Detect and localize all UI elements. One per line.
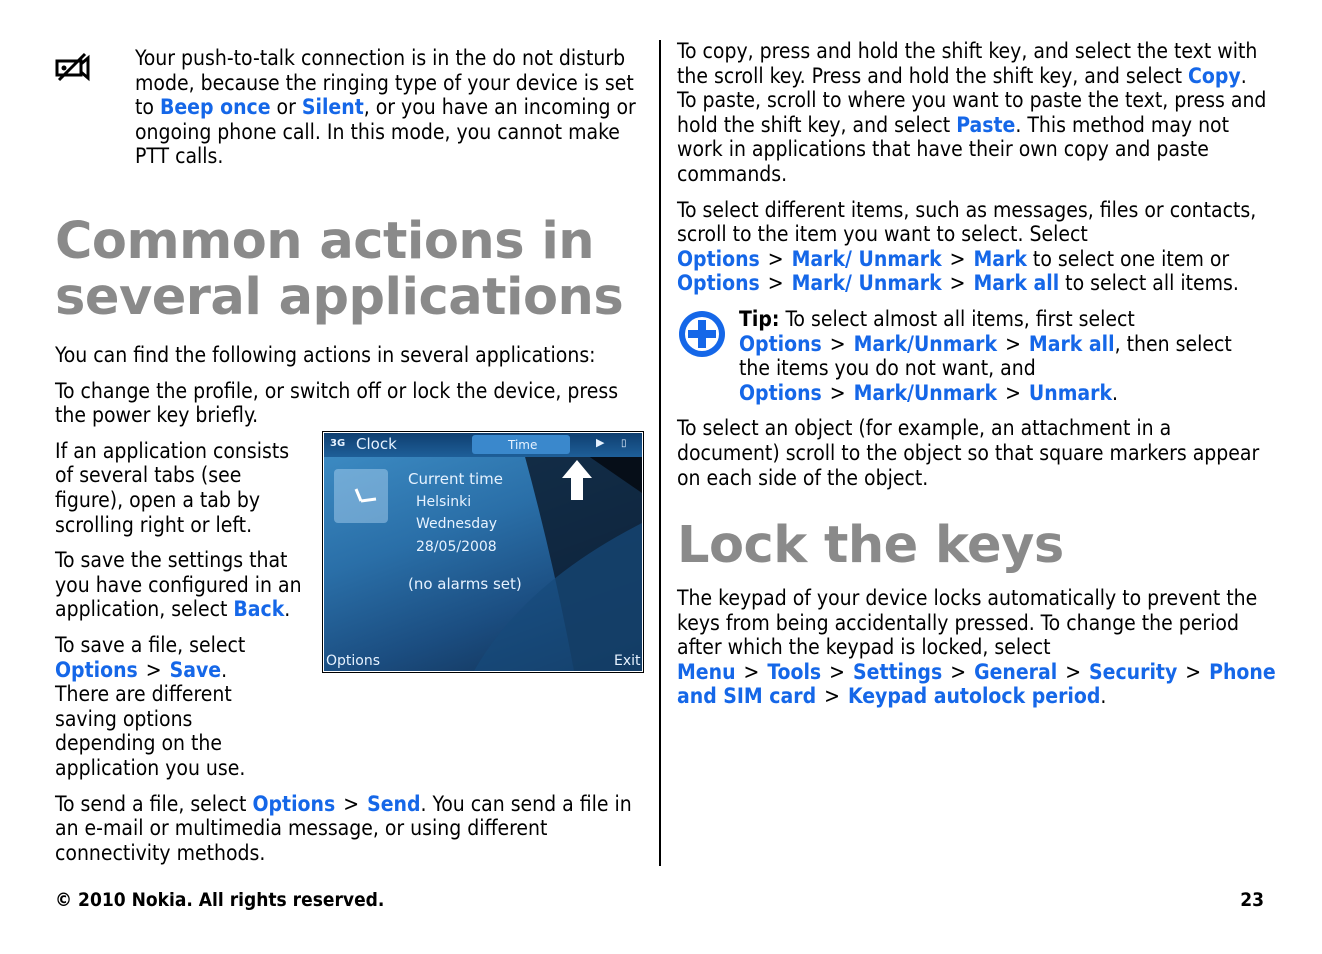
save-link[interactable]: Save [169,657,222,682]
app-title: Clock [356,435,397,453]
general-link[interactable]: General [974,659,1058,684]
date-label: 28/05/2008 [416,539,497,555]
profile-paragraph: To change the profile, or switch off or lock the device, press the power key briefly. [55,378,619,428]
options-link[interactable]: Options [252,791,336,816]
save-paragraph: To save a file, select Options > Save. There are different saving options depending on the application you use. [55,632,246,780]
tip-box [677,307,1267,405]
clock-icon [334,469,388,523]
column-divider [659,40,661,866]
tabs-paragraph: If an application consists of several tabs (see figure), open a tab by scrolling right or left. [55,438,290,537]
unmark-link[interactable]: Unmark [1028,380,1113,405]
tab-arrow-icon: ▶ [596,436,605,449]
options-link[interactable]: Options [739,380,822,405]
mark-unmark-link[interactable]: Mark/Unmark [853,380,998,405]
mark-unmark-link[interactable]: Mark/ Unmark [791,246,942,271]
select-items-paragraph: To select different items, such as messages, files or contacts, scroll to the item you want to select. Select Options > Mark/ Unmark > Mark to select one item or Options > Mark/ Unmark > Mark all to select all items. [677,197,1257,296]
footer-copyright: © 2010 Nokia. All rights reserved. [55,889,385,911]
right-column [677,39,1276,720]
lock-keys-paragraph: The keypad of your device locks automatically to prevent the keys from being accidentally pressed. To change the period after which the keypad is locked, select Menu > Tools > Settings > General > Security > Phone and SIM card > Keypad autolock period. [677,586,1276,709]
section-heading-common-actions: Common actions in several applications [55,212,624,327]
exit-softkey[interactable]: Exit [614,653,641,669]
options-link[interactable]: Options [55,657,138,682]
ptt-text: Your push-to-talk connection is in the do not disturb mode, because the ringing type of your device is set to Beep once or Silent, or you have an incoming or ongoing phone call. In this mode, you cannot make PTT calls. [135,46,636,169]
tip-plus-icon [677,309,727,359]
select-object-paragraph: To select an object (for example, an attachment in a document) scroll to the object so that square markers appear on each side of the object. [677,416,1260,490]
mark-all-link[interactable]: Mark all [973,271,1060,296]
ptt-do-not-disturb-icon [55,52,93,82]
keypad-autolock-period-link[interactable]: Keypad autolock period [847,684,1101,709]
clock-screen [324,433,642,671]
alarms-label: (no alarms set) [408,575,522,593]
mark-all-link[interactable]: Mark all [1028,331,1115,356]
options-link[interactable]: Options [739,331,822,356]
mark-link[interactable]: Mark [973,246,1027,271]
send-paragraph: To send a file, select Options > Send. You can send a file in an e-mail or multimedia message, or using different connectivity methods. [55,791,632,865]
up-arrow-icon [560,458,594,502]
phone-screenshot [322,431,644,673]
paste-link[interactable]: Paste [956,112,1016,137]
beep-once-link[interactable]: Beep once [159,95,271,120]
page-number: 23 [1240,889,1264,911]
mark-unmark-link[interactable]: Mark/ Unmark [791,271,942,296]
intro-paragraph: You can find the following actions in several applications: [55,343,596,367]
options-link[interactable]: Options [677,246,760,271]
copy-paste-paragraph: To copy, press and hold the shift key, and select the text with the scroll key. Press and hold the shift key, and select Copy. To paste, scroll to where you want to paste the text, press and hold the shift key, and select Paste. This method may not work in applications that have their own copy and paste commands. [677,39,1267,186]
city-label: Helsinki [416,494,472,510]
tools-link[interactable]: Tools [767,659,822,684]
ptt-note [55,46,645,184]
network-indicator: 3G [330,438,346,449]
options-link[interactable]: Options [677,271,760,296]
send-link[interactable]: Send [367,791,421,816]
back-link[interactable]: Back [233,597,285,622]
current-time-label: Current time [408,470,503,488]
battery-icon: ▯ [621,438,627,449]
silent-link[interactable]: Silent [301,95,364,120]
tab-time-label: Time [508,438,538,452]
mark-unmark-link[interactable]: Mark/Unmark [853,331,998,356]
phone-sim-card-link[interactable]: Phone and SIM card [677,659,1276,709]
section-heading-lock-keys: Lock the keys [677,516,1064,576]
security-link[interactable]: Security [1089,659,1178,684]
options-softkey[interactable]: Options [326,653,381,669]
menu-link[interactable]: Menu [677,659,736,684]
day-label: Wednesday [416,516,498,532]
copy-link[interactable]: Copy [1188,63,1241,88]
settings-paragraph: To save the settings that you have configured in an application, select Back. [55,548,302,622]
settings-link[interactable]: Settings [853,659,943,684]
tip-text: Tip: To select almost all items, first select Options > Mark/Unmark > Mark all, then select the items you do not want, and Options > Mark/Unmark > Unmark. [739,306,1232,405]
